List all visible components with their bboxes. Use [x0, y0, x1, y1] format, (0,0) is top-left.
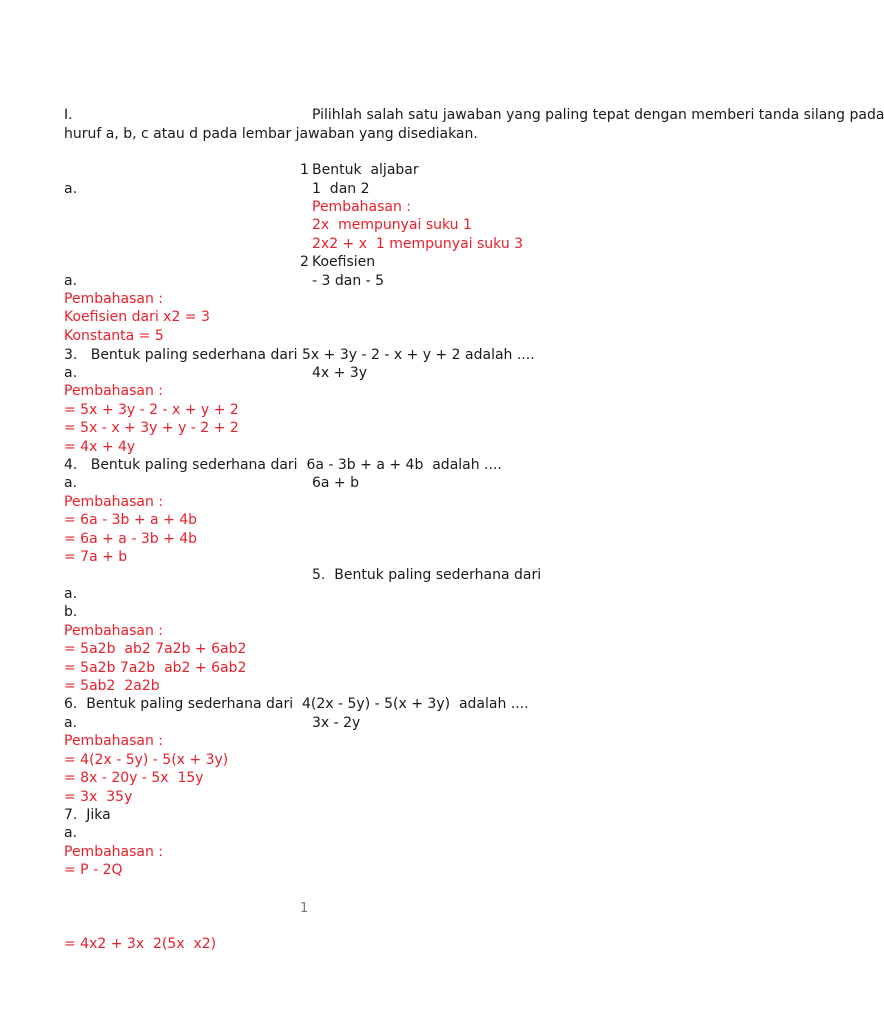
question-5-text: 5. Bentuk paling sederhana dari	[312, 567, 542, 583]
option-a-text: 1 dan 2	[312, 181, 370, 197]
question-7-text: 7. Jika	[64, 807, 111, 823]
option-a-text: 3x - 2y	[312, 715, 361, 731]
explanation-line: = 6a + a - 3b + 4b	[64, 531, 198, 547]
option-a-text: 4x + 3y	[312, 365, 368, 381]
option-a-label: a.	[64, 586, 78, 602]
option-a-label: a.	[64, 365, 78, 381]
option-a-label: a.	[64, 181, 78, 197]
explanation-line: = 5x - x + 3y + y - 2 + 2	[64, 420, 239, 436]
explanation-heading: Pembahasan :	[64, 383, 164, 399]
explanation-heading: Pembahasan :	[64, 494, 164, 510]
question-6-text: 6. Bentuk paling sederhana dari 4(2x - 5y) - 5(x + 3y) adalah ....	[64, 696, 529, 712]
option-a-label: a.	[64, 273, 78, 289]
option-a-label: a.	[64, 825, 78, 841]
instruction-text-cont: huruf a, b, c atau d pada lembar jawaban yang disediakan.	[64, 126, 478, 142]
option-b-label: b.	[64, 604, 78, 620]
instruction-text: Pilihlah salah satu jawaban yang paling tepat dengan memberi tanda silang pada	[312, 107, 884, 123]
explanation-line: = 5x + 3y - 2 - x + y + 2	[64, 402, 239, 418]
question-3-text: 3. Bentuk paling sederhana dari 5x + 3y - 2 - x + y + 2 adalah ....	[64, 347, 535, 363]
explanation-line: 2x2 + x 1 mempunyai suku 3	[312, 236, 524, 252]
explanation-line: = 4x2 + 3x 2(5x x2)	[64, 936, 217, 952]
explanation-line: = 5ab2 2a2b	[64, 678, 160, 694]
question-1-text: Bentuk aljabar	[312, 162, 419, 178]
explanation-line: = 5a2b 7a2b ab2 + 6ab2	[64, 660, 247, 676]
explanation-heading: Pembahasan :	[64, 623, 164, 639]
explanation-line: = P - 2Q	[64, 862, 123, 878]
page-number: 1	[300, 901, 309, 916]
explanation-heading: Pembahasan :	[64, 733, 164, 749]
explanation-line: 2x mempunyai suku 1	[312, 217, 472, 233]
question-4-text: 4. Bentuk paling sederhana dari 6a - 3b + a + 4b adalah ....	[64, 457, 502, 473]
explanation-line: = 8x - 20y - 5x 15y	[64, 770, 204, 786]
explanation-line: Koefisien dari x2 = 3	[64, 309, 210, 325]
explanation-line: = 7a + b	[64, 549, 128, 565]
question-number-1: 1	[300, 162, 309, 178]
explanation-line: = 3x 35y	[64, 789, 133, 805]
explanation-heading: Pembahasan :	[312, 199, 412, 215]
option-a-label: a.	[64, 475, 78, 491]
explanation-line: = 4(2x - 5y) - 5(x + 3y)	[64, 752, 229, 768]
explanation-heading: Pembahasan :	[64, 291, 164, 307]
question-number-2: 2	[300, 254, 309, 270]
explanation-heading: Pembahasan :	[64, 844, 164, 860]
explanation-line: Konstanta = 5	[64, 328, 164, 344]
instruction-label: I.	[64, 107, 73, 123]
explanation-line: = 6a - 3b + a + 4b	[64, 512, 198, 528]
option-a-text: 6a + b	[312, 475, 360, 491]
explanation-line: = 5a2b ab2 7a2b + 6ab2	[64, 641, 247, 657]
option-a-text: - 3 dan - 5	[312, 273, 385, 289]
explanation-line: = 4x + 4y	[64, 439, 136, 455]
question-2-text: Koefisien	[312, 254, 376, 270]
option-a-label: a.	[64, 715, 78, 731]
